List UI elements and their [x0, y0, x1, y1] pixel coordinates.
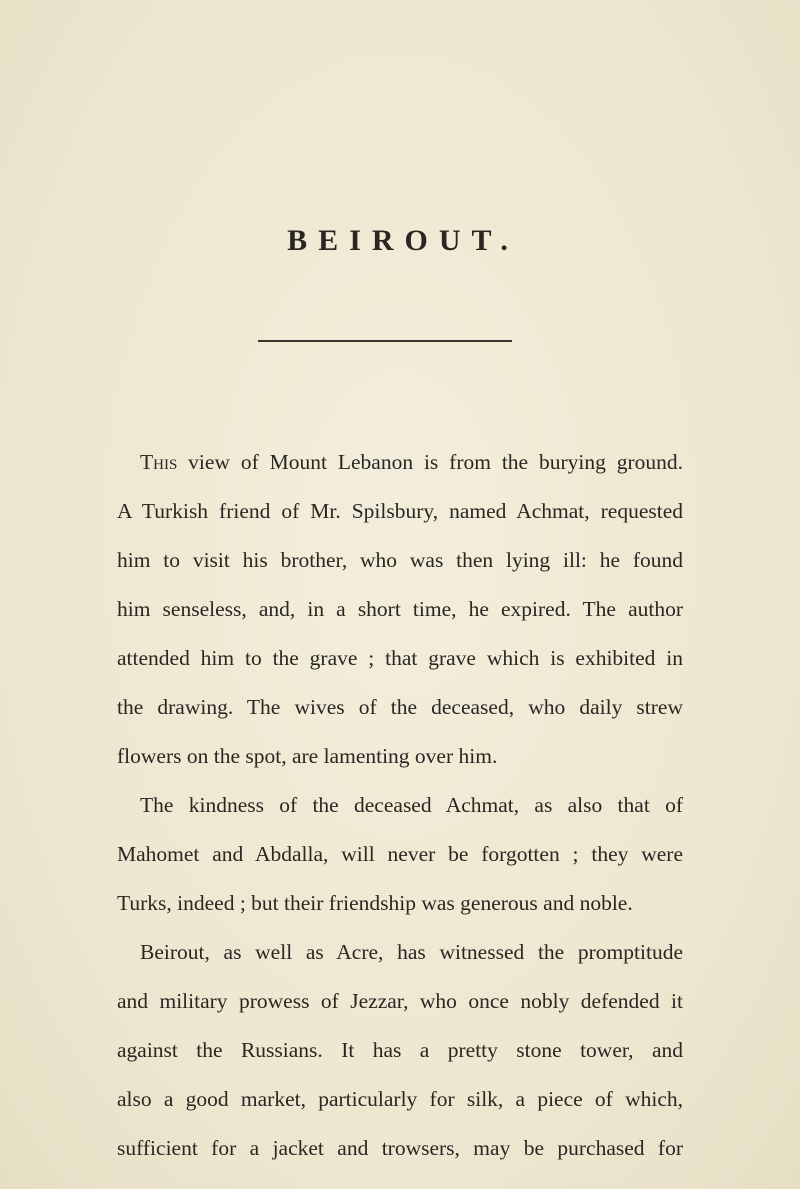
line-text: view of Mount Lebanon is from the burying ground. [177, 450, 683, 474]
page-title: BEIROUT. [287, 224, 519, 257]
title-rule [258, 340, 512, 342]
text-line: A Turkish friend of Mr. Spilsbury, named Achmat, requested [117, 499, 683, 523]
text-line: flowers on the spot, are lamenting over him. [117, 744, 498, 768]
text-line: against the Russians. It has a pretty stone tower, and [117, 1038, 683, 1062]
text-line [117, 438, 683, 487]
text-line: Beirout, as well as Acre, has witnessed the promptitude [140, 940, 683, 964]
drop-word: This [140, 450, 178, 474]
text-line: him senseless, and, in a short time, he expired. The author [117, 597, 683, 621]
body-text [117, 438, 683, 1173]
text-line: Mahomet and Abdalla, will never be forgotten ; they were [117, 842, 683, 866]
text-line: and military prowess of Jezzar, who once nobly defended it [117, 989, 683, 1013]
text-line: him to visit his brother, who was then lying ill: he found [117, 548, 683, 572]
text-line: Turks, indeed ; but their friendship was generous and noble. [117, 891, 633, 915]
text-line: attended him to the grave ; that grave which is exhibited in [117, 646, 683, 670]
text-line: also a good market, particularly for silk, a piece of which, [117, 1087, 683, 1111]
text-line: The kindness of the deceased Achmat, as also that of [140, 793, 683, 817]
text-line: sufficient for a jacket and trowsers, may be purchased for [117, 1136, 683, 1160]
text-line: the drawing. The wives of the deceased, who daily strew [117, 695, 683, 719]
